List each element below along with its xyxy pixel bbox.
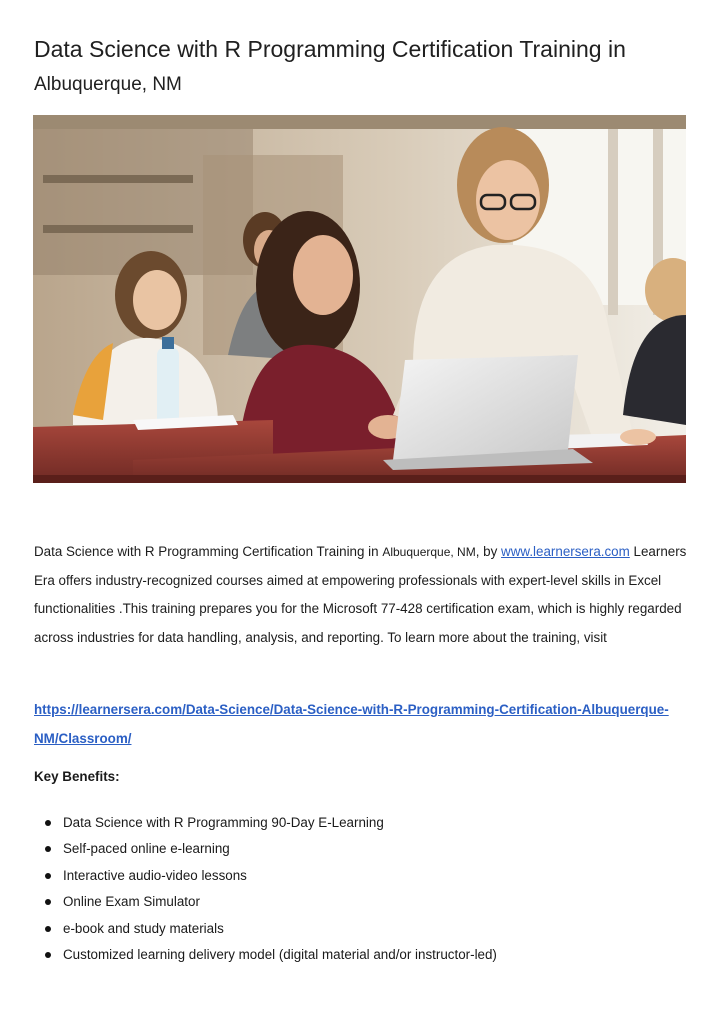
list-item [34, 889, 497, 915]
bullet-icon [45, 899, 51, 905]
benefit-text: e-book and study materials [63, 920, 224, 936]
benefit-text: Interactive audio-video lessons [63, 867, 247, 883]
list-item [34, 836, 497, 862]
benefit-text: Self-paced online e-learning [63, 841, 230, 857]
intro-paragraph [34, 538, 694, 653]
intro-course-name: Data Science with R Programming Certification Training in [34, 544, 379, 559]
page-title-line-1: Data Science with R Programming Certification Training in [34, 36, 626, 62]
intro-body-text: Learners Era offers industry-recognized courses aimed at empowering professionals with expert-level skills in Excel functionalities .This training prepares you for the Microsoft 77-428 certification exam, which is highly regarded across industries for data handling, analysis, and reporting. To learn more about the training, visit [34, 544, 687, 646]
course-url-block [34, 696, 694, 753]
intro-location: Albuquerque, NM [382, 545, 476, 559]
bullet-icon [45, 952, 51, 958]
bullet-icon [45, 873, 51, 879]
key-benefits-list [34, 810, 497, 968]
benefit-text: Online Exam Simulator [63, 894, 200, 910]
list-item [34, 942, 497, 968]
benefit-text: Data Science with R Programming 90-Day E-Learning [63, 815, 384, 830]
list-item [34, 916, 497, 942]
list-item [34, 863, 497, 889]
bullet-icon [45, 926, 51, 932]
bullet-icon [45, 820, 51, 826]
intro-by-text: , by [475, 544, 498, 559]
key-benefits-heading: Key Benefits: [34, 769, 120, 784]
learnersera-home-link[interactable]: www.learnersera.com [501, 544, 630, 559]
classroom-photo [33, 115, 686, 483]
course-page-link[interactable]: https://learnersera.com/Data-Science/Data-Science-with-R-Programming-Certification-Albuquerque-NM/Classroom/ [34, 702, 669, 746]
benefit-text: Customized learning delivery model (digital material and/or instructor-led) [63, 946, 497, 962]
bullet-icon [45, 846, 51, 852]
list-item [34, 810, 497, 836]
page-title-line-2: Albuquerque, NM [34, 74, 182, 95]
